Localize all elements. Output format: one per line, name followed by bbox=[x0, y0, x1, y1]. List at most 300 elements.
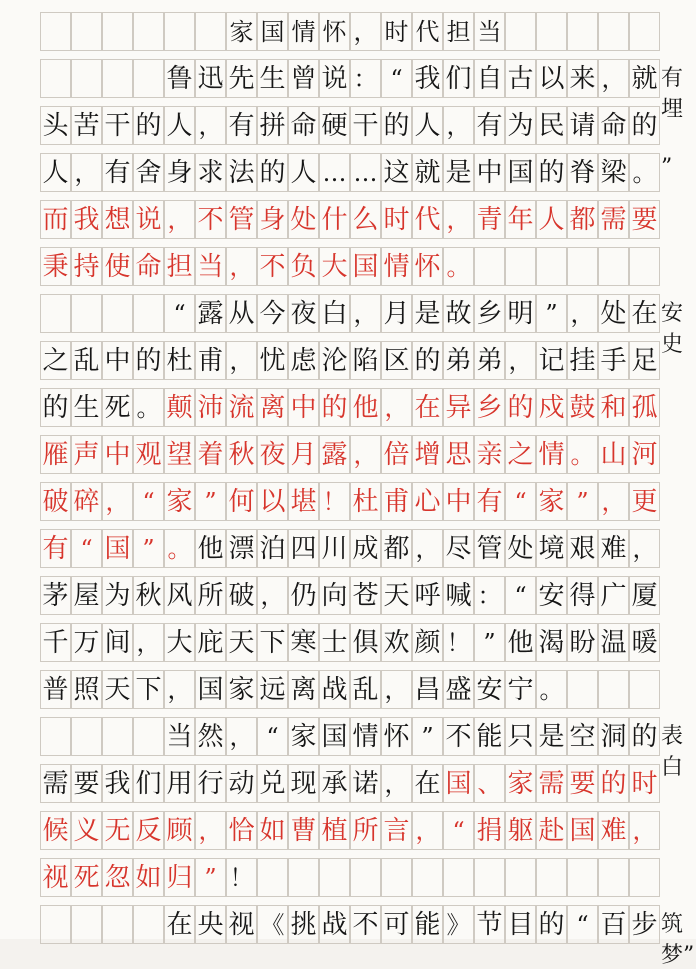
grid-cell bbox=[536, 247, 567, 286]
grid-cell: 拼 bbox=[257, 106, 288, 145]
grid-cell: 欢 bbox=[381, 623, 412, 662]
grid-cell bbox=[257, 858, 288, 897]
grid-cell: ” bbox=[474, 623, 505, 662]
grid-cell: ： bbox=[350, 59, 381, 98]
grid-cell: 的 bbox=[257, 153, 288, 192]
grid-cell: 。 bbox=[567, 435, 598, 474]
grid-cell: 风 bbox=[164, 576, 195, 615]
grid-cell: ！ bbox=[319, 482, 350, 521]
grid-cell: 是 bbox=[536, 717, 567, 756]
grid-cell: 士 bbox=[319, 623, 350, 662]
grid-cell: 国 bbox=[102, 529, 133, 568]
grid-cell: 千 bbox=[40, 623, 71, 662]
grid-cell: 的 bbox=[629, 717, 660, 756]
grid-cell: 视 bbox=[226, 905, 257, 944]
grid-cell: 颠 bbox=[164, 388, 195, 427]
grid-cell: 在 bbox=[412, 388, 443, 427]
grid-cell: 需 bbox=[40, 764, 71, 803]
grid-cell: 目 bbox=[505, 905, 536, 944]
grid-cell: ， bbox=[443, 200, 474, 239]
overflow-char: 表白 bbox=[661, 724, 684, 780]
grid-cell bbox=[629, 670, 660, 709]
grid-cell: 所 bbox=[350, 811, 381, 850]
grid-cell: 命 bbox=[288, 106, 319, 145]
grid-cell: 喊 bbox=[443, 576, 474, 615]
grid-cell: ” bbox=[567, 482, 598, 521]
grid-cell: 渴 bbox=[536, 623, 567, 662]
grid-cell bbox=[319, 858, 350, 897]
grid-cell: 们 bbox=[133, 764, 164, 803]
grid-cell: 。 bbox=[443, 247, 474, 286]
grid-cell: 是 bbox=[412, 294, 443, 333]
grid-cell: 庇 bbox=[195, 623, 226, 662]
grid-cell: 堪 bbox=[288, 482, 319, 521]
grid-cell: “ bbox=[567, 905, 598, 944]
grid-cell: 能 bbox=[412, 905, 443, 944]
grid-cell: 河 bbox=[629, 435, 660, 474]
grid-cell bbox=[40, 12, 71, 51]
grid-cell: ， bbox=[195, 811, 226, 850]
grid-cell: 命 bbox=[133, 247, 164, 286]
grid-cell: 植 bbox=[319, 811, 350, 850]
grid-cell bbox=[381, 858, 412, 897]
grid-cell: 挑 bbox=[288, 905, 319, 944]
grid-cell: 来 bbox=[567, 59, 598, 98]
grid-cell: 雁 bbox=[40, 435, 71, 474]
grid-cell: ， bbox=[412, 529, 443, 568]
grid-cell: 温 bbox=[598, 623, 629, 662]
grid-cell: 间 bbox=[102, 623, 133, 662]
grid-cell: 中 bbox=[474, 153, 505, 192]
grid-cell: 秋 bbox=[133, 576, 164, 615]
grid-cell: ， bbox=[381, 670, 412, 709]
grid-cell: ， bbox=[443, 106, 474, 145]
grid-cell: 声 bbox=[71, 435, 102, 474]
grid-cell: 望 bbox=[164, 435, 195, 474]
grid-cell: ： bbox=[474, 576, 505, 615]
grid-cell: 身 bbox=[257, 200, 288, 239]
grid-cell: 足 bbox=[629, 341, 660, 380]
grid-cell: 代 bbox=[412, 12, 443, 51]
grid-cell: ” bbox=[133, 529, 164, 568]
grid-cell: 有 bbox=[102, 153, 133, 192]
grid-cell: 照 bbox=[71, 670, 102, 709]
grid-cell: ， bbox=[381, 388, 412, 427]
grid-cell: “ bbox=[257, 717, 288, 756]
grid-cell: 的 bbox=[536, 153, 567, 192]
grid-cell: 担 bbox=[443, 12, 474, 51]
grid-cell: 就 bbox=[412, 153, 443, 192]
grid-cell: 现 bbox=[288, 764, 319, 803]
grid-cell: 白 bbox=[319, 294, 350, 333]
grid-cell: 漂 bbox=[226, 529, 257, 568]
grid-cell bbox=[598, 247, 629, 286]
grid-cell: ， bbox=[412, 811, 443, 850]
grid-cell: 甫 bbox=[195, 341, 226, 380]
grid-cell: 离 bbox=[288, 670, 319, 709]
grid-cell: 茅 bbox=[40, 576, 71, 615]
grid-cell: 忽 bbox=[102, 858, 133, 897]
grid-cell: 候 bbox=[40, 811, 71, 850]
grid-cell: 民 bbox=[536, 106, 567, 145]
grid-cell: 脊 bbox=[567, 153, 598, 192]
grid-cell: 国 bbox=[257, 12, 288, 51]
grid-cell: 乡 bbox=[474, 294, 505, 333]
grid-cell: 厦 bbox=[629, 576, 660, 615]
grid-cell bbox=[288, 858, 319, 897]
grid-cell: 赴 bbox=[536, 811, 567, 850]
grid-cell: 以 bbox=[257, 482, 288, 521]
grid-cell: 国 bbox=[443, 764, 474, 803]
grid-cell: 战 bbox=[319, 905, 350, 944]
grid-cell bbox=[71, 717, 102, 756]
grid-cell: 离 bbox=[257, 388, 288, 427]
grid-cell: 说 bbox=[319, 59, 350, 98]
grid-cell: “ bbox=[381, 59, 412, 98]
grid-cell: 不 bbox=[443, 717, 474, 756]
grid-cell: 国 bbox=[319, 717, 350, 756]
grid-cell: 夜 bbox=[257, 435, 288, 474]
grid-cell: ” bbox=[195, 858, 226, 897]
grid-cell: 仍 bbox=[288, 576, 319, 615]
grid-cell: 、 bbox=[474, 764, 505, 803]
grid-cell bbox=[133, 717, 164, 756]
grid-cell: 请 bbox=[567, 106, 598, 145]
grid-cell: “ bbox=[164, 294, 195, 333]
grid-cell: 舍 bbox=[133, 153, 164, 192]
grid-cell: 无 bbox=[102, 811, 133, 850]
grid-cell: 时 bbox=[629, 764, 660, 803]
grid-cell: 的 bbox=[598, 764, 629, 803]
grid-cell: 情 bbox=[381, 247, 412, 286]
grid-cell: 处 bbox=[598, 294, 629, 333]
grid-cell bbox=[133, 294, 164, 333]
grid-cell: 家 bbox=[536, 482, 567, 521]
grid-cell: 不 bbox=[350, 905, 381, 944]
grid-cell: “ bbox=[505, 576, 536, 615]
grid-cell: 尽 bbox=[443, 529, 474, 568]
grid-cell: 时 bbox=[381, 12, 412, 51]
grid-cell bbox=[536, 858, 567, 897]
grid-cell: 秋 bbox=[226, 435, 257, 474]
grid-cell: ， bbox=[226, 717, 257, 756]
grid-cell: 自 bbox=[474, 59, 505, 98]
grid-cell: ， bbox=[164, 200, 195, 239]
grid-cell: 山 bbox=[598, 435, 629, 474]
grid-cell: 中 bbox=[443, 482, 474, 521]
grid-cell bbox=[133, 12, 164, 51]
grid-cell: 命 bbox=[598, 106, 629, 145]
grid-cell: 情 bbox=[350, 717, 381, 756]
grid-cell: 情 bbox=[288, 12, 319, 51]
grid-cell: 承 bbox=[319, 764, 350, 803]
overflow-char: 筑梦” bbox=[661, 912, 695, 968]
grid-cell bbox=[505, 858, 536, 897]
grid-cell: 归 bbox=[164, 858, 195, 897]
grid-cell: 然 bbox=[195, 717, 226, 756]
grid-cell: 成 bbox=[350, 529, 381, 568]
grid-cell: 用 bbox=[164, 764, 195, 803]
grid-cell bbox=[474, 247, 505, 286]
grid-cell: 为 bbox=[102, 576, 133, 615]
grid-cell: 露 bbox=[195, 294, 226, 333]
grid-cell: 家 bbox=[164, 482, 195, 521]
grid-cell: … bbox=[350, 153, 381, 192]
grid-cell: 有 bbox=[40, 529, 71, 568]
grid-cell bbox=[71, 12, 102, 51]
grid-cell: 人 bbox=[412, 106, 443, 145]
grid-cell: 泊 bbox=[257, 529, 288, 568]
grid-cell bbox=[102, 294, 133, 333]
grid-cell: 下 bbox=[133, 670, 164, 709]
grid-cell: ， bbox=[164, 670, 195, 709]
grid-cell: 远 bbox=[257, 670, 288, 709]
grid-cell bbox=[102, 905, 133, 944]
grid-cell: 明 bbox=[505, 294, 536, 333]
grid-cell: 苦 bbox=[71, 106, 102, 145]
grid-cell: 言 bbox=[381, 811, 412, 850]
grid-cell: 怀 bbox=[319, 12, 350, 51]
grid-cell: 的 bbox=[412, 341, 443, 380]
grid-cell: 法 bbox=[226, 153, 257, 192]
grid-cell: 如 bbox=[133, 858, 164, 897]
grid-cell: 情 bbox=[536, 435, 567, 474]
grid-cell: 的 bbox=[505, 388, 536, 427]
grid-cell: 之 bbox=[40, 341, 71, 380]
grid-cell: 普 bbox=[40, 670, 71, 709]
grid-cell: 死 bbox=[102, 388, 133, 427]
grid-cell: 鲁 bbox=[164, 59, 195, 98]
grid-cell: 干 bbox=[102, 106, 133, 145]
grid-cell bbox=[40, 905, 71, 944]
grid-cell: ， bbox=[381, 764, 412, 803]
grid-cell: 曾 bbox=[288, 59, 319, 98]
grid-cell: 是 bbox=[443, 153, 474, 192]
grid-cell: 所 bbox=[195, 576, 226, 615]
grid-cell: 苍 bbox=[350, 576, 381, 615]
grid-cell: ” bbox=[536, 294, 567, 333]
grid-cell: 中 bbox=[288, 388, 319, 427]
grid-cell: 家 bbox=[505, 764, 536, 803]
grid-cell: 国 bbox=[195, 670, 226, 709]
grid-cell: ， bbox=[102, 482, 133, 521]
grid-cell: ， bbox=[598, 59, 629, 98]
grid-cell: 处 bbox=[288, 200, 319, 239]
grid-cell: 人 bbox=[164, 106, 195, 145]
grid-cell: 颜 bbox=[412, 623, 443, 662]
grid-cell: 《 bbox=[257, 905, 288, 944]
grid-cell: 天 bbox=[226, 623, 257, 662]
grid-cell: 艰 bbox=[567, 529, 598, 568]
grid-cell: 生 bbox=[71, 388, 102, 427]
grid-cell: 当 bbox=[164, 717, 195, 756]
grid-cell: 盼 bbox=[567, 623, 598, 662]
grid-cell: 的 bbox=[381, 106, 412, 145]
grid-cell: 身 bbox=[164, 153, 195, 192]
grid-cell: 年 bbox=[505, 200, 536, 239]
writing-line bbox=[0, 905, 696, 968]
grid-cell: 国 bbox=[567, 811, 598, 850]
grid-cell: 洞 bbox=[598, 717, 629, 756]
grid-cell: ， bbox=[350, 294, 381, 333]
grid-cell: 国 bbox=[505, 153, 536, 192]
grid-cell: 就 bbox=[629, 59, 660, 98]
grid-cell: 死 bbox=[71, 858, 102, 897]
grid-cell: 央 bbox=[195, 905, 226, 944]
grid-cell: 干 bbox=[350, 106, 381, 145]
grid-cell: 着 bbox=[195, 435, 226, 474]
grid-cell: 古 bbox=[505, 59, 536, 98]
grid-cell: 在 bbox=[164, 905, 195, 944]
grid-cell: 行 bbox=[195, 764, 226, 803]
grid-cell: ！ bbox=[226, 858, 257, 897]
grid-cell: 生 bbox=[257, 59, 288, 98]
grid-cell: 秉 bbox=[40, 247, 71, 286]
grid-cell: 有 bbox=[226, 106, 257, 145]
grid-cell: 沦 bbox=[319, 341, 350, 380]
grid-cell: ， bbox=[226, 247, 257, 286]
grid-cell: 区 bbox=[381, 341, 412, 380]
overflow-char: 安史 bbox=[661, 301, 684, 357]
grid-cell: 盛 bbox=[443, 670, 474, 709]
grid-cell: 梁 bbox=[598, 153, 629, 192]
grid-cell bbox=[536, 12, 567, 51]
grid-cell: 下 bbox=[257, 623, 288, 662]
grid-cell: 夜 bbox=[288, 294, 319, 333]
grid-cell: 而 bbox=[40, 200, 71, 239]
grid-cell: 这 bbox=[381, 153, 412, 192]
grid-cell: ， bbox=[350, 435, 381, 474]
grid-cell: 陷 bbox=[350, 341, 381, 380]
grid-cell: “ bbox=[133, 482, 164, 521]
grid-cell: 境 bbox=[536, 529, 567, 568]
grid-cell: ” bbox=[412, 717, 443, 756]
grid-cell bbox=[629, 858, 660, 897]
grid-cell: 时 bbox=[381, 200, 412, 239]
grid-cell: 家 bbox=[288, 717, 319, 756]
grid-cell: ， bbox=[629, 529, 660, 568]
grid-cell bbox=[102, 717, 133, 756]
grid-cell: 先 bbox=[226, 59, 257, 98]
grid-cell: 今 bbox=[257, 294, 288, 333]
grid-cell: 他 bbox=[505, 623, 536, 662]
grid-cell: 节 bbox=[474, 905, 505, 944]
grid-cell: 如 bbox=[257, 811, 288, 850]
grid-cell: 思 bbox=[443, 435, 474, 474]
grid-cell: ， bbox=[598, 482, 629, 521]
grid-cell: 家 bbox=[226, 12, 257, 51]
grid-cell: 曹 bbox=[288, 811, 319, 850]
grid-cell: 在 bbox=[412, 764, 443, 803]
grid-cell: “ bbox=[71, 529, 102, 568]
grid-cell: ， bbox=[71, 153, 102, 192]
grid-cell: 义 bbox=[71, 811, 102, 850]
grid-cell bbox=[71, 905, 102, 944]
grid-cell: 鼓 bbox=[567, 388, 598, 427]
grid-cell: 天 bbox=[102, 670, 133, 709]
grid-cell: 要 bbox=[71, 764, 102, 803]
grid-cell: 月 bbox=[288, 435, 319, 474]
grid-cell: 弟 bbox=[474, 341, 505, 380]
grid-cell: 杜 bbox=[350, 482, 381, 521]
grid-cell bbox=[40, 294, 71, 333]
grid-cell: 心 bbox=[412, 482, 443, 521]
grid-cell: 难 bbox=[598, 529, 629, 568]
grid-cell: 。 bbox=[133, 388, 164, 427]
grid-cell: 俱 bbox=[350, 623, 381, 662]
grid-cell: 。 bbox=[536, 670, 567, 709]
overflow-char: 有埋 bbox=[661, 66, 684, 122]
grid-cell bbox=[629, 247, 660, 286]
grid-cell bbox=[567, 247, 598, 286]
grid-cell: 说 bbox=[133, 200, 164, 239]
grid-cell bbox=[567, 12, 598, 51]
grid-cell: 需 bbox=[598, 200, 629, 239]
grid-cell: 不 bbox=[257, 247, 288, 286]
grid-cell: 昌 bbox=[412, 670, 443, 709]
grid-cell: 的 bbox=[133, 341, 164, 380]
grid-cell: 宁 bbox=[505, 670, 536, 709]
grid-cell: 想 bbox=[102, 200, 133, 239]
grid-cell: “ bbox=[443, 811, 474, 850]
grid-cell bbox=[567, 670, 598, 709]
grid-cell: 人 bbox=[40, 153, 71, 192]
grid-cell: 川 bbox=[319, 529, 350, 568]
grid-cell bbox=[505, 12, 536, 51]
grid-cell: 我 bbox=[102, 764, 133, 803]
grid-cell: … bbox=[319, 153, 350, 192]
grid-cell bbox=[474, 858, 505, 897]
grid-cell: 弟 bbox=[443, 341, 474, 380]
grid-cell bbox=[412, 858, 443, 897]
grid-cell: 寒 bbox=[288, 623, 319, 662]
grid-cell: 的 bbox=[536, 905, 567, 944]
grid-cell: ， bbox=[133, 623, 164, 662]
grid-cell: 顾 bbox=[164, 811, 195, 850]
grid-cell: 更 bbox=[629, 482, 660, 521]
overflow-char: ” bbox=[661, 155, 673, 180]
grid-cell: 不 bbox=[195, 200, 226, 239]
grid-cell: 虑 bbox=[288, 341, 319, 380]
grid-cell: 以 bbox=[536, 59, 567, 98]
grid-cell: 。 bbox=[629, 153, 660, 192]
grid-cell: 戍 bbox=[536, 388, 567, 427]
grid-cell: 的 bbox=[40, 388, 71, 427]
grid-cell: 中 bbox=[102, 435, 133, 474]
grid-cell bbox=[195, 12, 226, 51]
grid-cell bbox=[567, 858, 598, 897]
grid-cell bbox=[443, 858, 474, 897]
grid-cell: 记 bbox=[536, 341, 567, 380]
grid-cell: 杜 bbox=[164, 341, 195, 380]
grid-cell: 人 bbox=[288, 153, 319, 192]
grid-cell: 屋 bbox=[71, 576, 102, 615]
grid-cell: 只 bbox=[505, 717, 536, 756]
grid-cell: 百 bbox=[598, 905, 629, 944]
grid-cell: 使 bbox=[102, 247, 133, 286]
grid-cell bbox=[133, 59, 164, 98]
grid-cell: 。 bbox=[164, 529, 195, 568]
grid-cell: 的 bbox=[319, 388, 350, 427]
grid-cell: 向 bbox=[319, 576, 350, 615]
grid-cell: 么 bbox=[350, 200, 381, 239]
grid-cell: 安 bbox=[536, 576, 567, 615]
grid-cell: 的 bbox=[629, 106, 660, 145]
grid-cell: 管 bbox=[474, 529, 505, 568]
grid-cell: 反 bbox=[133, 811, 164, 850]
grid-cell: 什 bbox=[319, 200, 350, 239]
grid-cell: 人 bbox=[536, 200, 567, 239]
